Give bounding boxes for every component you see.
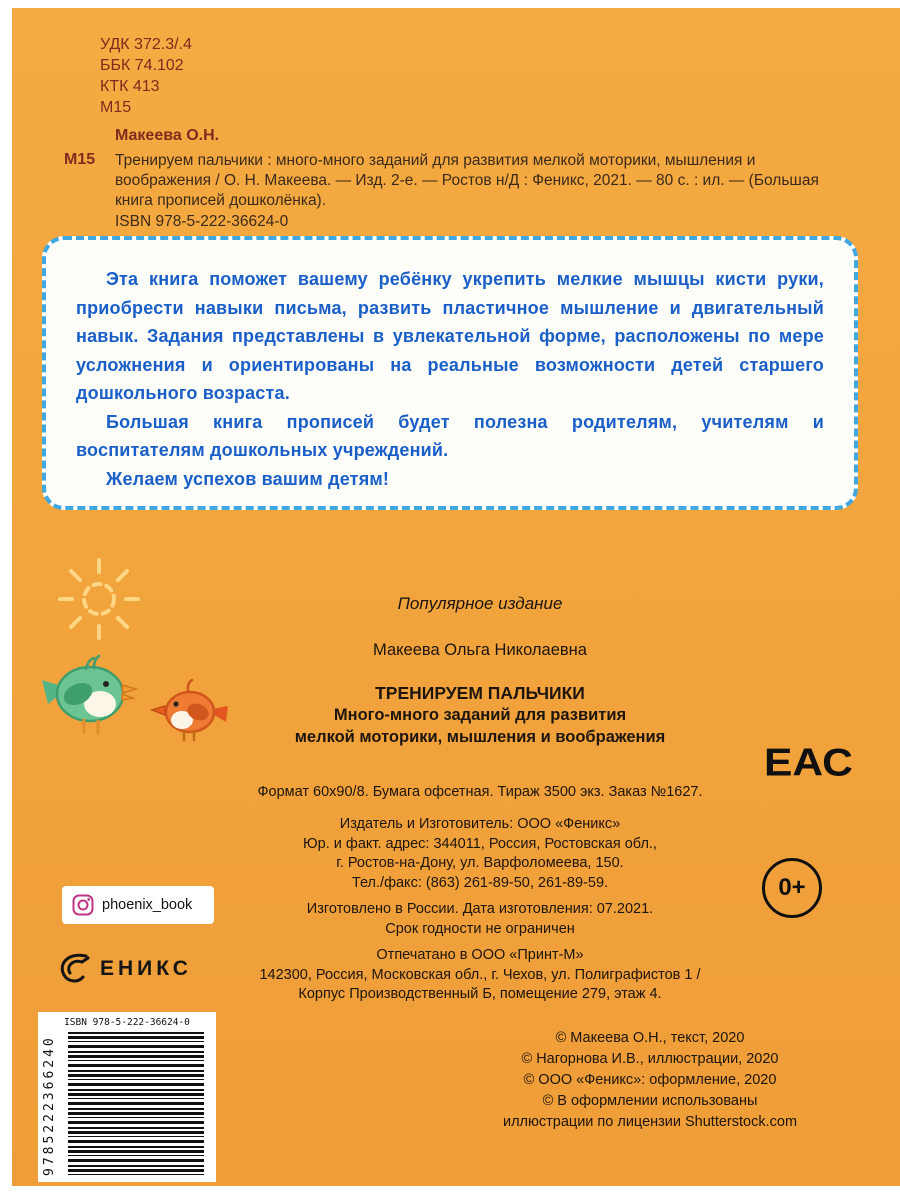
copyright-line: © Макеева О.Н., текст, 2020 bbox=[555, 1030, 745, 1046]
annotation-paragraph-3: Желаем успехов вашим детям! bbox=[106, 468, 390, 489]
phoenix-logo bbox=[52, 948, 192, 990]
annotation-box bbox=[42, 236, 858, 510]
barcode bbox=[38, 1012, 216, 1182]
ktk-code: КТК 413 bbox=[100, 78, 160, 95]
barcode-bars bbox=[68, 1032, 204, 1178]
bibliographic-text: Тренируем пальчики : много-много заданий для развития мелкой моторики, мышления и воображения / О. Н. Макеева. — Изд. 2-е. — Ростов н/Д : Феникс, 2021. — 80 с. : ил. — (Большая книга прописей дошколёнка). bbox=[115, 152, 819, 209]
phoenix-logo-icon bbox=[52, 948, 94, 990]
author-name: Макеева О.Н. bbox=[115, 127, 220, 144]
annotation-paragraph-1: Эта книга поможет вашему ребёнку укрепить мелкие мышцы кисти руки, приобрести навыки письма, развить пластичное мышление и двигательный навык. Задания представлены в увлекательной форме, расположены по мере усложнения и ориентированы на реальные возможности детей старшего дошкольного возраста. bbox=[76, 269, 824, 403]
copyright-line: © ООО «Феникс»: оформление, 2020 bbox=[523, 1072, 777, 1088]
printing-house-info bbox=[125, 946, 835, 1005]
index-code: М15 bbox=[100, 99, 132, 116]
bbk-code: ББК 74.102 bbox=[100, 57, 184, 74]
edition-type: Популярное издание bbox=[397, 594, 563, 613]
copyright-line: иллюстрации по лицензии Shutterstock.com bbox=[502, 1114, 798, 1130]
copyright-line: © В оформлении использованы bbox=[542, 1093, 758, 1109]
printed-line: Отпечатано в ООО «Принт-М» bbox=[376, 947, 584, 963]
phoenix-logo-text: ЕНИКС bbox=[100, 957, 192, 980]
book-title: ТРЕНИРУЕМ ПАЛЬЧИКИ bbox=[375, 683, 585, 703]
instagram-badge bbox=[62, 886, 214, 924]
instagram-handle: phoenix_book bbox=[102, 897, 193, 913]
publisher-info bbox=[125, 815, 835, 893]
publisher-line: Юр. и факт. адрес: 344011, Россия, Ростовская обл., bbox=[303, 835, 657, 852]
m15-index: М15 bbox=[64, 151, 96, 168]
printed-line: 142300, Россия, Московская обл., г. Чехов, ул. Полиграфистов 1 / bbox=[259, 966, 701, 983]
isbn-line: ISBN 978-5-222-36624-0 bbox=[115, 213, 289, 230]
eac-mark: ЕАС bbox=[764, 742, 853, 785]
publisher-line: г. Ростов-на-Дону, ул. Варфоломеева, 150. bbox=[336, 855, 624, 871]
book-subtitle-line-2: мелкой моторики, мышления и воображения bbox=[294, 728, 666, 746]
author-full-name: Макеева Ольга Николаевна bbox=[373, 641, 587, 659]
barcode-isbn-label: ISBN 978-5-222-36624-0 bbox=[64, 1017, 190, 1028]
made-in-info bbox=[125, 900, 835, 939]
made-line: Срок годности не ограничен bbox=[385, 920, 575, 937]
book-subtitle-line-1: Много-много заданий для развития bbox=[333, 706, 627, 724]
made-line: Изготовлено в России. Дата изготовления: 07.2021. bbox=[306, 901, 654, 917]
copyright-line: © Нагорнова И.В., иллюстрации, 2020 bbox=[521, 1051, 779, 1067]
publisher-line: Издатель и Изготовитель: ООО «Феникс» bbox=[339, 816, 621, 832]
green-bird-icon bbox=[42, 656, 136, 733]
age-badge: 0+ bbox=[762, 858, 822, 918]
publisher-line: Тел./факс: (863) 261-89-50, 261-89-59. bbox=[351, 874, 609, 891]
bibliographic-codes bbox=[100, 34, 192, 118]
barcode-digits: 9785222366240 bbox=[42, 1035, 57, 1176]
annotation-paragraph-2: Большая книга прописей будет полезна родителям, учителям и воспитателям дошкольных учреждений. bbox=[76, 411, 824, 460]
bibliographic-record bbox=[115, 151, 855, 232]
copyright-block bbox=[425, 1028, 875, 1133]
instagram-icon bbox=[72, 894, 94, 916]
printed-line: Корпус Производственный Б, помещение 279, этаж 4. bbox=[298, 986, 662, 1002]
print-format-line: Формат 60х90/8. Бумага офсетная. Тираж 3500 экз. Заказ №1627. bbox=[257, 784, 703, 800]
imprint-column bbox=[125, 594, 835, 1005]
udk-code: УДК 372.3/.4 bbox=[100, 36, 192, 53]
